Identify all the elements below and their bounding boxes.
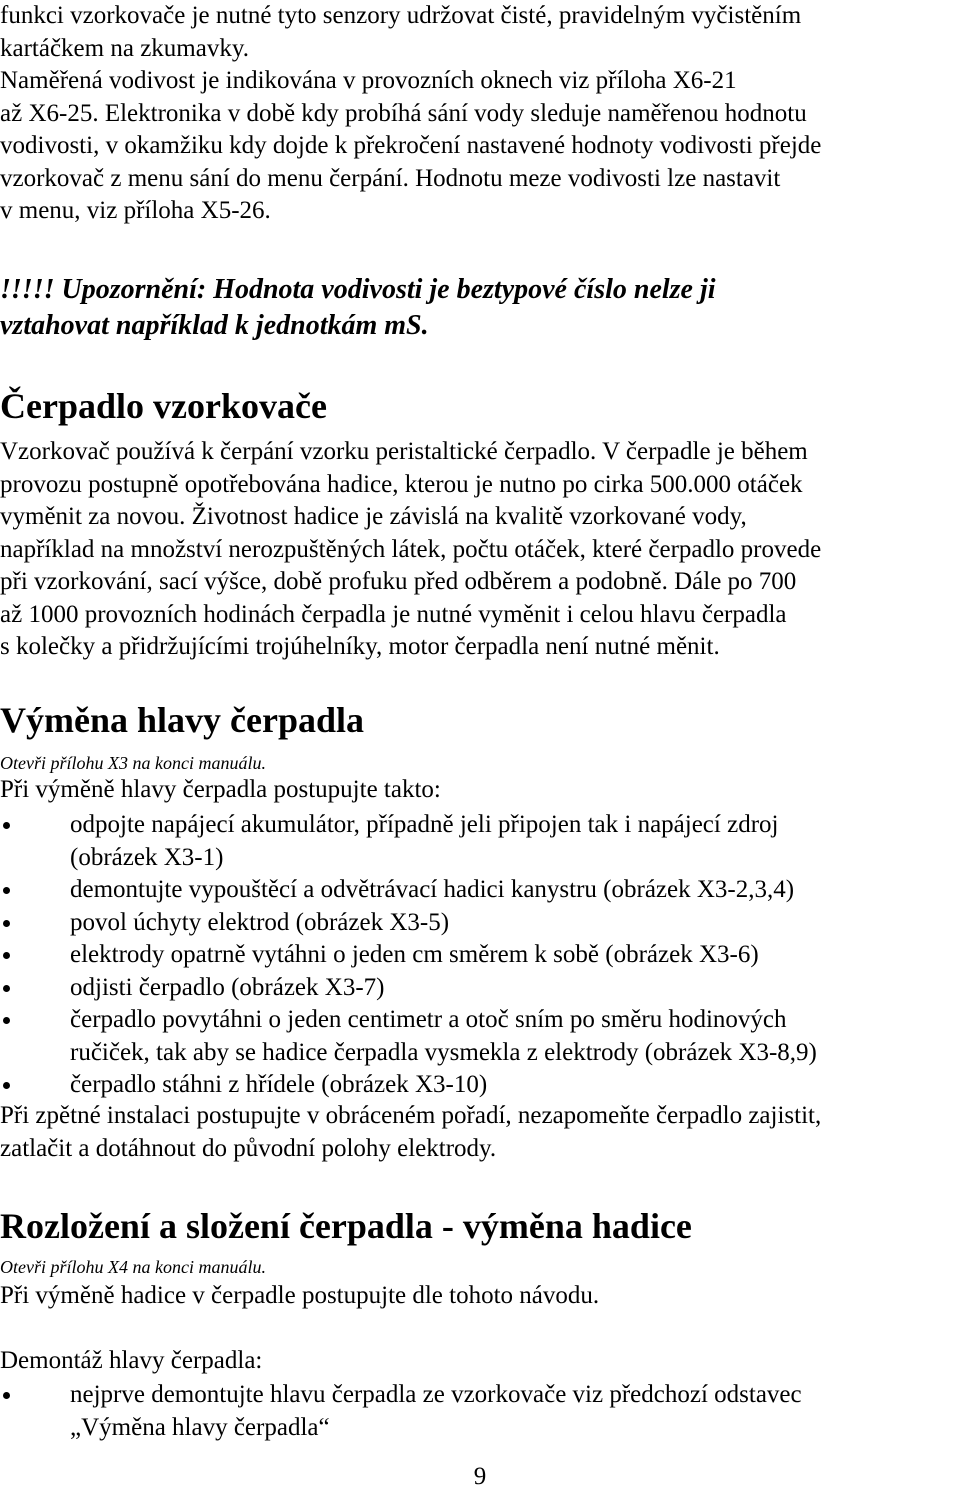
- bullet-icon: [3, 920, 10, 927]
- bullet-icon: [3, 1392, 10, 1399]
- list-item-text: demontujte vypouštěcí a odvětrávací hadici kanystru (obrázek X3-2,3,4): [70, 876, 795, 903]
- sub-lead-text: Demontáž hlavy čerpadla:: [0, 1347, 263, 1374]
- bullet-icon: [3, 952, 10, 959]
- warning-line: !!!!! Upozornění: Hodnota vodivosti je beztypové číslo nelze ji: [0, 274, 716, 305]
- warning-note: [0, 272, 960, 344]
- list-item: [0, 1379, 960, 1444]
- text-line: při vzorkování, sací výšce, době profuku před odběrem a podobně. Dále po 700: [0, 568, 797, 595]
- text-line: funkci vzorkovače je nutné tyto senzory udržovat čisté, pravidelným vyčistěním: [0, 2, 802, 29]
- text-line: vyměnit za novou. Životnost hadice je závislá na kvalitě vzorkované vody,: [0, 503, 747, 530]
- list-item-text: čerpadlo stáhni z hřídele (obrázek X3-10): [70, 1071, 488, 1098]
- list-item-text: ručiček, tak aby se hadice čerpadla vysmekla z elektrody (obrázek X3-8,9): [70, 1038, 817, 1066]
- bullet-icon: [3, 887, 10, 894]
- bullet-icon: [3, 985, 10, 992]
- list-item-text: „Výměna hlavy čerpadla“: [70, 1413, 330, 1441]
- text-line: s kolečky a přidržujícími trojúhelníky, motor čerpadla není nutné měnit.: [0, 633, 720, 660]
- text-line: až 1000 provozních hodinách čerpadla je nutné vyměnit i celou hlavu čerpadla: [0, 600, 787, 628]
- text-line: Naměřená vodivost je indikována v provozních oknech viz příloha X6-21: [0, 67, 737, 94]
- bullet-icon: [3, 822, 10, 829]
- list-item-text: čerpadlo povytáhni o jeden centimetr a otoč sním po směru hodinových: [70, 1006, 787, 1033]
- intro-paragraph: [0, 0, 960, 228]
- list-item-text: nejprve demontujte hlavu čerpadla ze vzorkovače viz předchozí odstavec: [70, 1381, 802, 1408]
- list-item: [0, 1004, 960, 1069]
- steps-list: [0, 809, 960, 1102]
- list-item: [0, 874, 960, 907]
- list-item-text: povol úchyty elektrod (obrázek X3-5): [70, 908, 450, 936]
- list-item-text: (obrázek X3-1): [70, 843, 224, 871]
- list-item: [0, 809, 960, 874]
- list-item: [0, 939, 960, 972]
- text-line: vodivosti, v okamžiku kdy dojde k překročení nastavené hodnoty vodivosti přejde: [0, 132, 822, 159]
- lead-text: Při výměně hlavy čerpadla postupujte takto:: [0, 776, 441, 803]
- bullet-icon: [3, 1082, 10, 1089]
- text-line: vzorkovač z menu sání do menu čerpání. Hodnotu meze vodivosti lze nastavit: [0, 164, 781, 192]
- text-line: kartáčkem na zkumavky.: [0, 34, 249, 62]
- list-item-text: odjisti čerpadlo (obrázek X3-7): [70, 973, 385, 1001]
- section-heading-pump-head: Výměna hlavy čerpadla: [0, 700, 364, 740]
- text-line: až X6-25. Elektronika v době kdy probíhá sání vody sleduje naměřenou hodnotu: [0, 99, 807, 127]
- text-line: například na množství nerozpuštěných látek, počtu otáček, které čerpadlo provede: [0, 535, 822, 563]
- section-heading-hose: Rozložení a složení čerpadla - výměna hadice: [0, 1206, 692, 1246]
- appendix-note: Otevři přílohu X3 na konci manuálu.: [0, 753, 266, 773]
- list-item: [0, 1069, 960, 1102]
- appendix-note: Otevři přílohu X4 na konci manuálu.: [0, 1257, 266, 1277]
- lead-text: Při výměně hadice v čerpadle postupujte dle tohoto návodu.: [0, 1282, 600, 1309]
- list-item: [0, 972, 960, 1005]
- closing-paragraph: [0, 1100, 960, 1165]
- page-number: 9: [473, 1463, 487, 1490]
- list-item-text: odpojte napájecí akumulátor, případně jeli připojen tak i napájecí zdroj: [70, 811, 779, 838]
- bullet-icon: [3, 1017, 10, 1024]
- text-line: provozu postupně opotřebována hadice, kterou je nutno po cirka 500.000 otáček: [0, 470, 803, 498]
- section-heading-pump: Čerpadlo vzorkovače: [0, 386, 327, 426]
- text-line: v menu, viz příloha X5-26.: [0, 197, 271, 224]
- text-line: Při zpětné instalaci postupujte v obráceném pořadí, nezapomeňte čerpadlo zajistit,: [0, 1102, 822, 1129]
- list-item: [0, 907, 960, 940]
- steps-list: [0, 1379, 960, 1444]
- pump-paragraph: [0, 436, 960, 664]
- text-line: Vzorkovač používá k čerpání vzorku peristaltické čerpadlo. V čerpadle je během: [0, 438, 808, 465]
- warning-line: vztahovat například k jednotkám mS.: [0, 310, 429, 341]
- text-line: zatlačit a dotáhnout do původní polohy elektrody.: [0, 1134, 497, 1162]
- list-item-text: elektrody opatrně vytáhni o jeden cm směrem k sobě (obrázek X3-6): [70, 941, 759, 968]
